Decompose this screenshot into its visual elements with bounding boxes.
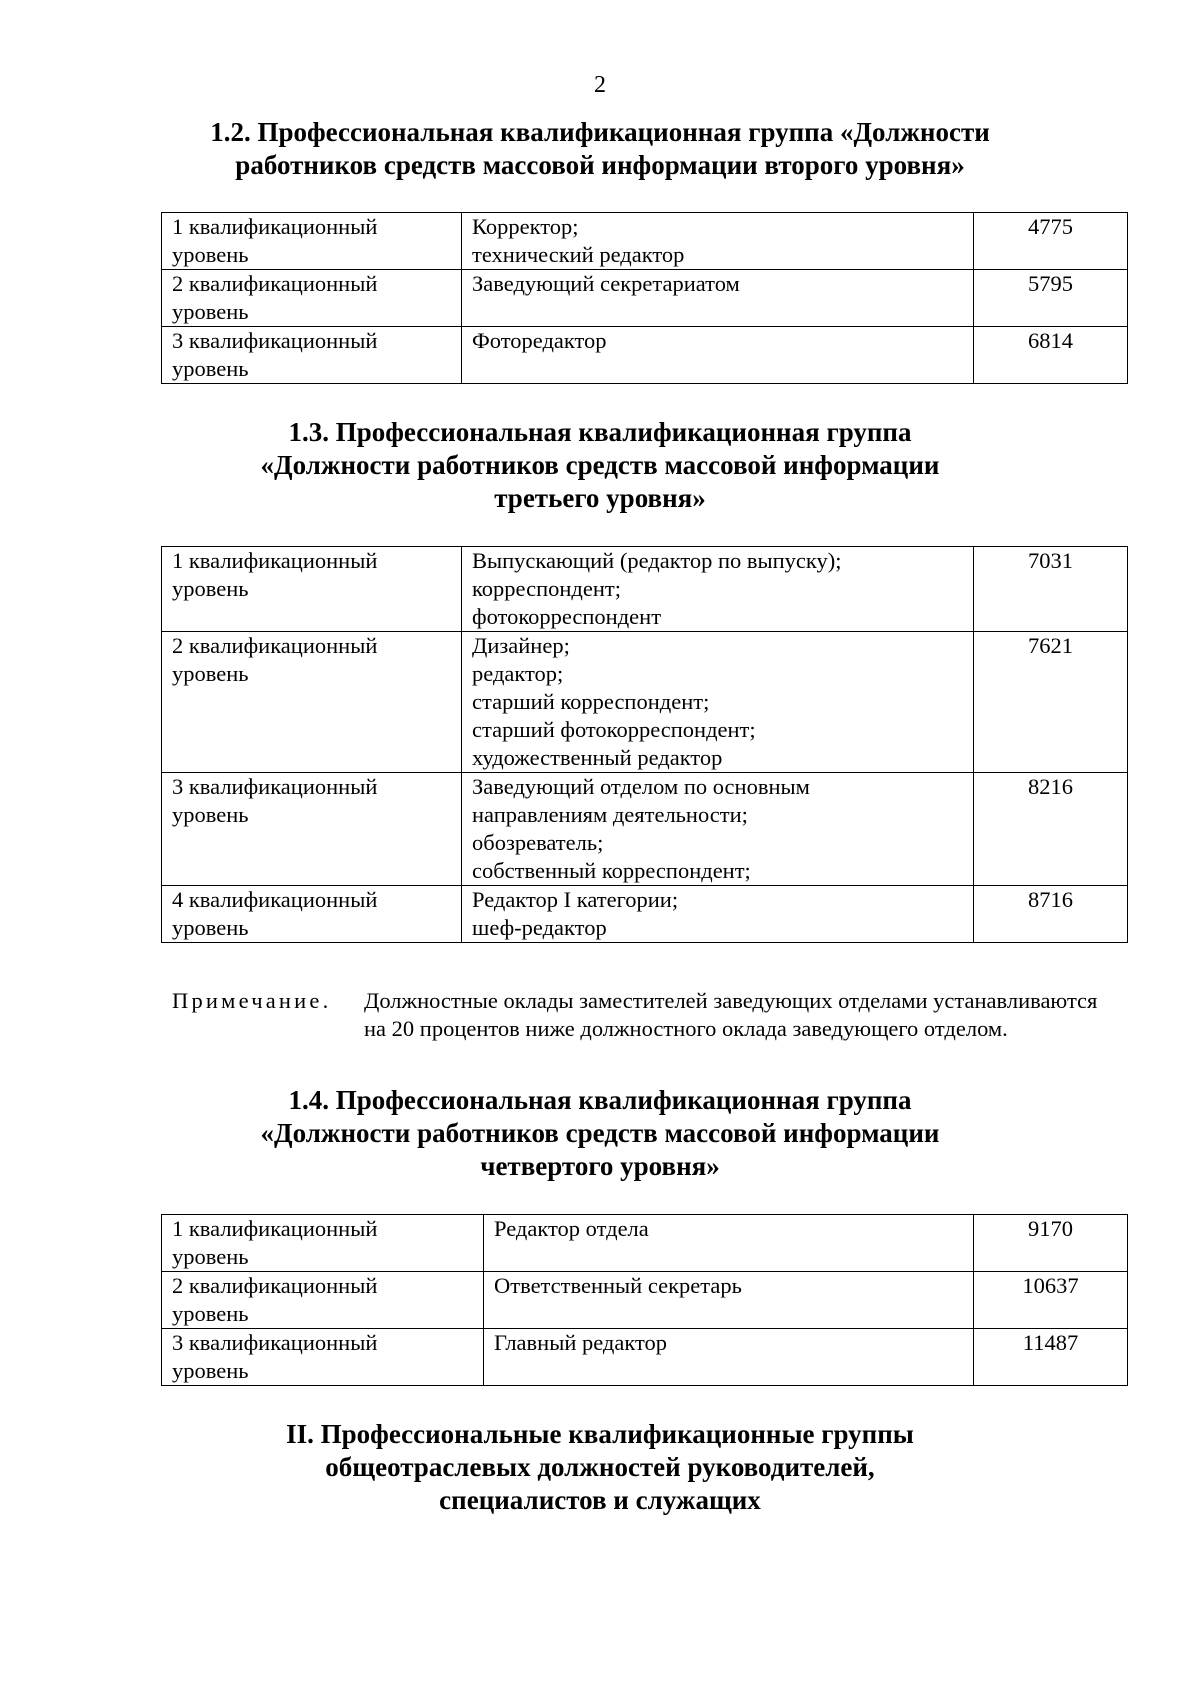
section-1-3-table — [161, 546, 1128, 943]
salary-cell: 10637 — [974, 1272, 1128, 1329]
positions-cell: Дизайнер; редактор; старший корреспондент; старший фотокорреспондент; художественный редактор — [462, 632, 974, 773]
positions-cell: Заведующий отделом по основным направлениям деятельности; обозреватель; собственный корреспондент; — [462, 773, 974, 886]
level-cell: 2 квалификационный уровень — [162, 1272, 484, 1329]
heading-line: работников средств массовой информации второго уровня» — [235, 150, 965, 180]
level-cell: 3 квалификационный уровень — [162, 773, 462, 886]
level-cell: 1 квалификационный уровень — [162, 1215, 484, 1272]
part-2-heading — [0, 1418, 1200, 1517]
heading-line: третьего уровня» — [494, 483, 706, 513]
heading-line: «Должности работников средств массовой информации — [260, 450, 940, 480]
salary-cell: 8716 — [974, 886, 1128, 943]
positions-cell: Ответственный секретарь — [484, 1272, 974, 1329]
level-cell: 4 квалификационный уровень — [162, 886, 462, 943]
level-cell: 1 квалификационный уровень — [162, 213, 462, 270]
positions-cell: Редактор I категории; шеф-редактор — [462, 886, 974, 943]
table-row — [162, 773, 1128, 886]
note-label: Примечание. — [172, 988, 332, 1013]
heading-line: 1.4. Профессиональная квалификационная группа — [288, 1085, 912, 1115]
salary-cell: 11487 — [974, 1329, 1128, 1386]
table-row — [162, 1329, 1128, 1386]
salary-cell: 5795 — [974, 270, 1128, 327]
heading-line: специалистов и служащих — [439, 1485, 761, 1515]
table-row — [162, 270, 1128, 327]
salary-cell: 9170 — [974, 1215, 1128, 1272]
section-1-2-heading — [0, 116, 1200, 182]
heading-line: 1.2. Профессиональная квалификационная группа «Должности — [210, 117, 990, 147]
section-1-3-heading — [0, 416, 1200, 515]
positions-cell: Выпускающий (редактор по выпуску); корреспондент; фотокорреспондент — [462, 547, 974, 632]
table-row — [162, 1272, 1128, 1329]
table-row — [162, 1215, 1128, 1272]
positions-cell: Редактор отдела — [484, 1215, 974, 1272]
page-number: 2 — [594, 72, 606, 98]
positions-cell: Корректор; технический редактор — [462, 213, 974, 270]
section-1-2-table — [161, 212, 1128, 384]
section-1-4-heading — [0, 1084, 1200, 1183]
section-1-4-table — [161, 1214, 1128, 1386]
level-cell: 3 квалификационный уровень — [162, 1329, 484, 1386]
heading-line: II. Профессиональные квалификационные группы — [286, 1419, 914, 1449]
heading-line: четвертого уровня» — [480, 1151, 720, 1181]
level-cell: 2 квалификационный уровень — [162, 270, 462, 327]
salary-cell: 4775 — [974, 213, 1128, 270]
positions-cell: Фоторедактор — [462, 327, 974, 384]
heading-line: общеотраслевых должностей руководителей, — [325, 1452, 875, 1482]
salary-cell: 7621 — [974, 632, 1128, 773]
table-row — [162, 547, 1128, 632]
table-row — [162, 886, 1128, 943]
salary-cell: 6814 — [974, 327, 1128, 384]
heading-line: 1.3. Профессиональная квалификационная группа — [288, 417, 912, 447]
positions-cell: Заведующий секретариатом — [462, 270, 974, 327]
table-row — [162, 632, 1128, 773]
salary-cell: 8216 — [974, 773, 1128, 886]
positions-cell: Главный редактор — [484, 1329, 974, 1386]
table-row — [162, 213, 1128, 270]
salary-cell: 7031 — [974, 547, 1128, 632]
table-row — [162, 327, 1128, 384]
note-text: Должностные оклады заместителей заведующих отделами устанавливаются на 20 процентов ниже должностного оклада заведующего отделом. — [364, 988, 1098, 1041]
level-cell: 3 квалификационный уровень — [162, 327, 462, 384]
level-cell: 1 квалификационный уровень — [162, 547, 462, 632]
level-cell: 2 квалификационный уровень — [162, 632, 462, 773]
heading-line: «Должности работников средств массовой информации — [260, 1118, 940, 1148]
